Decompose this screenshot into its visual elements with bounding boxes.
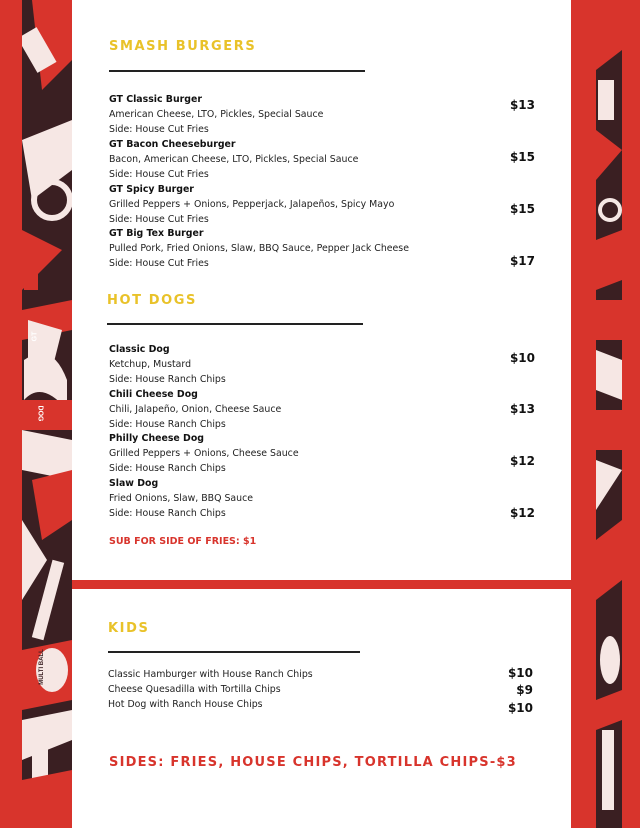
hotdogs-divider: [107, 323, 363, 325]
menu-item-hotdog: Chili Cheese Dog Chili, Jalapeño, Onion, Cheese Sauce Side: House Ranch Chips: [109, 389, 282, 430]
price-kids: $9: [516, 683, 533, 697]
burgers-divider: [109, 70, 365, 72]
kids-item: Classic Hamburger with House Ranch Chips: [108, 669, 313, 680]
price-burger: $13: [509, 98, 535, 112]
menu-item-burger: GT Big Tex Burger Pulled Pork, Fried Onions, Slaw, BBQ Sauce, Pepper Jack Cheese Side: House Cut Fries: [109, 228, 409, 269]
price-hotdog: $10: [509, 351, 535, 365]
price-burger: $15: [509, 150, 535, 164]
kids-divider: [108, 651, 360, 653]
price-burger: $15: [509, 202, 535, 216]
price-kids: $10: [507, 701, 533, 715]
menu-item-burger: GT Bacon Cheeseburger Bacon, American Cheese, LTO, Pickles, Special Sauce Side: House Cut Fries: [109, 139, 359, 180]
section-title-kids: KIDS: [108, 621, 150, 636]
menu-item-hotdog: Philly Cheese Dog Grilled Peppers + Onions, Cheese Sauce Side: House Ranch Chips: [109, 433, 299, 474]
left-band-label-gt: GT: [31, 331, 39, 342]
section-title-hotdogs: HOT DOGS: [107, 293, 198, 308]
menu-item-hotdog: Slaw Dog Fried Onions, Slaw, BBQ Sauce Side: House Ranch Chips: [109, 478, 254, 519]
left-decorative-band: [22, 0, 72, 828]
price-hotdog: $13: [509, 402, 535, 416]
kids-item: Cheese Quesadilla with Tortilla Chips: [108, 684, 281, 695]
right-decorative-band: [596, 0, 622, 828]
menu-item-hotdog: Classic Dog Ketchup, Mustard Side: House Ranch Chips: [109, 344, 226, 385]
menu-item-burger: GT Classic Burger American Cheese, LTO, Pickles, Special Sauce Side: House Cut Fries: [109, 94, 324, 135]
section-title-burgers: SMASH BURGERS: [109, 39, 257, 54]
left-band-label-dog: DOG: [36, 405, 44, 422]
menu-item-burger: GT Spicy Burger Grilled Peppers + Onions, Pepperjack, Jalapeños, Spicy Mayo Side: House Cut Fries: [109, 184, 395, 225]
kids-item: Hot Dog with Ranch House Chips: [108, 699, 263, 710]
fries-substitution-note: SUB FOR SIDE OF FRIES: $1: [109, 536, 257, 547]
left-band-label-multiball: MULTI BALL: [38, 649, 45, 685]
sides-line: SIDES: FRIES, HOUSE CHIPS, TORTILLA CHIPS-$3: [109, 755, 517, 770]
left-band-pattern: [22, 0, 72, 828]
price-hotdog: $12: [509, 454, 535, 468]
price-hotdog: $12: [509, 506, 535, 520]
right-band-pattern: [596, 0, 622, 828]
price-kids: $10: [507, 666, 533, 680]
price-burger: $17: [509, 254, 535, 268]
